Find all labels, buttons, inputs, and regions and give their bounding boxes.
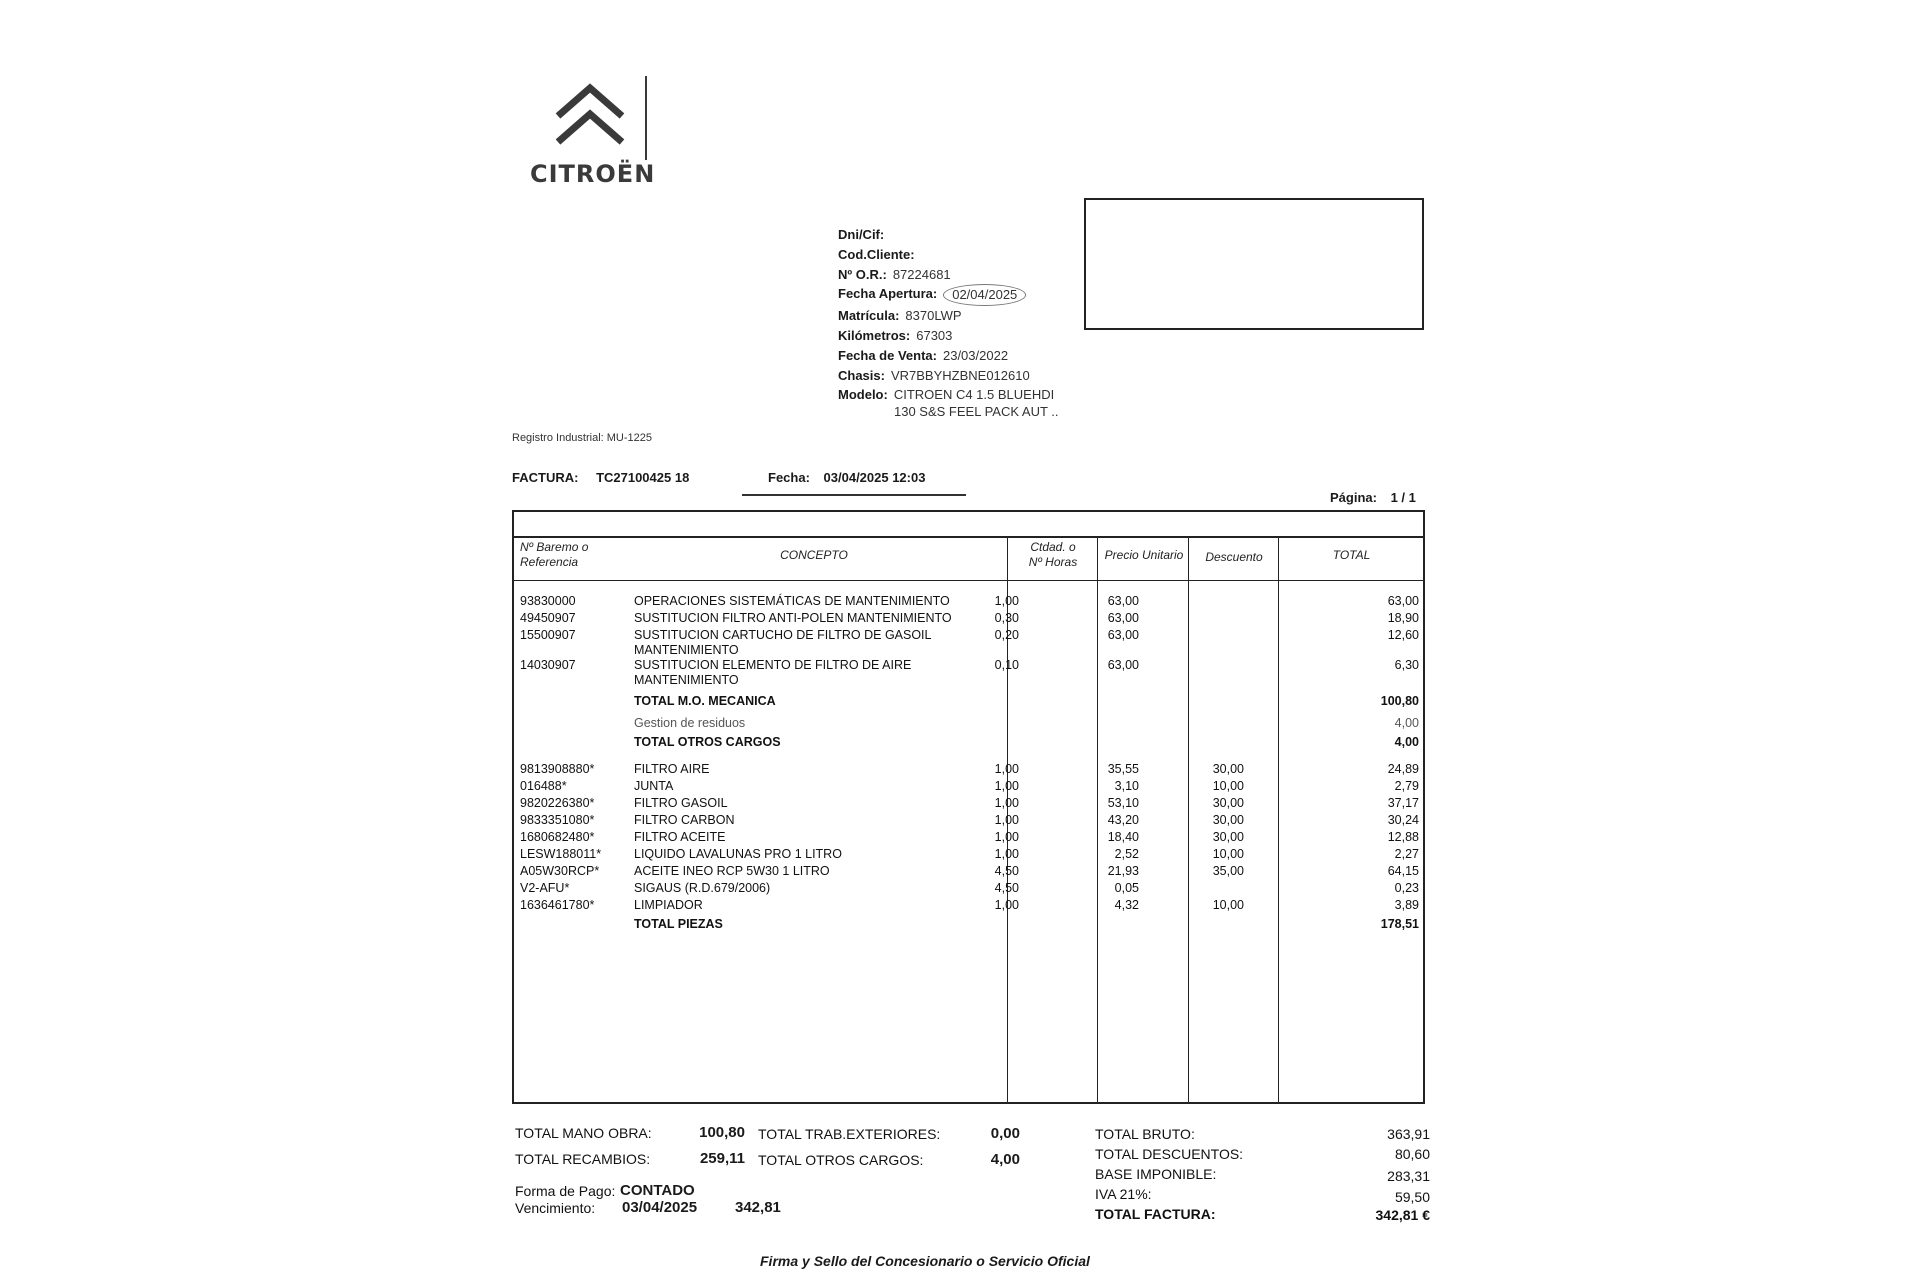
matricula-label: Matrícula: (838, 308, 900, 324)
row-concepto: SUSTITUCION CARTUCHO DE FILTRO DE GASOIL MANTENIMIENTO (634, 628, 932, 657)
fecha-header (768, 470, 925, 485)
brand-wordmark: CITROËN (530, 160, 656, 188)
chasis-label: Chasis: (838, 367, 885, 383)
row-cantidad: 1,00 (994, 594, 1019, 608)
total-otros-value: 4,00 (1394, 735, 1419, 749)
header-concepto: CONCEPTO (780, 548, 848, 562)
row-ref: 14030907 (520, 658, 576, 672)
row-cantidad: 1,00 (994, 847, 1019, 861)
row-descuento: 30,00 (1212, 762, 1244, 776)
bruto-value: 363,91 (1387, 1126, 1430, 1142)
row-concepto: FILTRO AIRE (634, 762, 710, 776)
row-descuento: 30,00 (1212, 796, 1244, 810)
otros-cargos-label: TOTAL OTROS CARGOS: (758, 1152, 924, 1168)
row-cantidad: 1,00 (994, 830, 1019, 844)
row-ref: 016488* (520, 779, 567, 793)
row-cantidad: 0,30 (994, 611, 1019, 625)
vencimiento-label: Vencimiento: (515, 1200, 596, 1216)
otros-cargos-value: 4,00 (990, 1151, 1020, 1168)
row-concepto: LIQUIDO LAVALUNAS PRO 1 LITRO (634, 847, 842, 861)
row-total: 63,00 (1387, 594, 1419, 608)
factura-number: TC27100425 18 (596, 470, 690, 485)
row-concepto: JUNTA (634, 779, 674, 793)
row-concepto: FILTRO GASOIL (634, 796, 728, 810)
or-label: Nº O.R.: (838, 266, 887, 282)
row-descuento: 30,00 (1212, 830, 1244, 844)
header-cant-line1: Ctdad. o (1030, 540, 1076, 554)
row-cantidad: 0,10 (994, 658, 1019, 672)
row-cantidad: 1,00 (994, 898, 1019, 912)
vencimiento-date: 03/04/2025 (622, 1199, 698, 1216)
registro-industrial: Registro Industrial: MU-1225 (512, 432, 653, 444)
row-cantidad: 4,50 (994, 864, 1019, 878)
apertura-value: 02/04/2025 (943, 284, 1026, 306)
row-ref: LESW188011* (520, 847, 602, 861)
base-imponible-value: 283,31 (1387, 1168, 1430, 1184)
row-cantidad: 1,00 (994, 779, 1019, 793)
bruto-label: TOTAL BRUTO: (1095, 1126, 1195, 1142)
modelo-value-cont: 130 S&S FEEL PACK AUT .. (894, 404, 1059, 420)
modelo-label: Modelo: (838, 387, 888, 403)
row-total: 64,15 (1387, 864, 1419, 878)
table-top-band (514, 512, 1423, 538)
row-cantidad: 4,50 (994, 881, 1019, 895)
fecha-label: Fecha: (768, 470, 810, 485)
venta-label: Fecha de Venta: (838, 347, 937, 363)
col-divider (1278, 536, 1279, 1102)
row-descuento: 35,00 (1212, 864, 1244, 878)
row-concepto: FILTRO ACEITE (634, 830, 726, 844)
row-descuento: 30,00 (1212, 813, 1244, 827)
row-precio: 63,00 (1107, 594, 1139, 608)
row-precio: 0,05 (1114, 881, 1139, 895)
fecha-underline (742, 494, 966, 496)
row-total: 0,23 (1394, 881, 1419, 895)
header-ref-line2: Referencia (520, 555, 579, 569)
cod-cliente-label: Cod.Cliente: (838, 246, 915, 262)
row-precio: 2,52 (1114, 847, 1139, 861)
pagina-label: Página: (1330, 490, 1377, 505)
row-ref: 1680682480* (520, 830, 595, 844)
header-cant-line2: Nº Horas (1028, 555, 1078, 569)
row-total: 6,30 (1394, 658, 1419, 672)
row-ref: V2-AFU* (520, 881, 570, 895)
row-concepto: OPERACIONES SISTEMÁTICAS DE MANTENIMIENTO (634, 594, 950, 608)
invoice-table (512, 510, 1425, 1104)
trab-ext-label: TOTAL TRAB.EXTERIORES: (758, 1126, 941, 1142)
iva-label: IVA 21%: (1095, 1186, 1152, 1202)
vencimiento-amount: 342,81 (735, 1199, 781, 1216)
row-concepto: SUSTITUCION FILTRO ANTI-POLEN MANTENIMIENTO (634, 611, 952, 625)
header-divider (514, 580, 1423, 581)
row-cantidad: 1,00 (994, 796, 1019, 810)
descuentos-value: 80,60 (1394, 1146, 1430, 1162)
recambios-label: TOTAL RECAMBIOS: (515, 1151, 651, 1167)
total-piezas-value: 178,51 (1380, 917, 1419, 931)
col-divider (1188, 536, 1189, 1102)
matricula-value: 8370LWP (905, 308, 962, 324)
row-total: 12,88 (1387, 830, 1419, 844)
or-value: 87224681 (892, 266, 951, 282)
row-cantidad: 0,20 (994, 628, 1019, 642)
row-descuento: 10,00 (1212, 898, 1244, 912)
km-value: 67303 (916, 327, 953, 343)
km-label: Kilómetros: (838, 327, 911, 343)
row-concepto: LIMPIADOR (634, 898, 703, 912)
header-total: TOTAL (1332, 548, 1371, 562)
forma-pago-value: CONTADO (620, 1182, 695, 1199)
total-piezas-label: TOTAL PIEZAS (634, 917, 723, 931)
firma-sello-caption: Firma y Sello del Concesionario o Servicio Oficial (760, 1253, 1090, 1269)
row-concepto: SUSTITUCION ELEMENTO DE FILTRO DE AIRE MANTENIMIENTO (634, 658, 912, 687)
dni-label: Dni/Cif: (838, 227, 885, 242)
row-ref: A05W30RCP* (520, 864, 600, 878)
address-box (1084, 198, 1424, 330)
row-ref: 15500907 (520, 628, 576, 642)
row-precio: 18,40 (1107, 830, 1139, 844)
row-cantidad: 1,00 (994, 813, 1019, 827)
total-otros-label: TOTAL OTROS CARGOS (634, 735, 781, 749)
row-descuento: 10,00 (1212, 779, 1244, 793)
row-precio: 43,20 (1107, 813, 1139, 827)
pagina-value: 1 / 1 (1390, 490, 1416, 505)
total-mo-value: 100,80 (1380, 694, 1419, 708)
row-total: 2,27 (1394, 847, 1419, 861)
pagina-indicator (1330, 490, 1416, 505)
gestion-value: 4,00 (1394, 716, 1419, 730)
row-total: 18,90 (1387, 611, 1419, 625)
row-concepto: ACEITE INEO RCP 5W30 1 LITRO (634, 864, 830, 878)
trab-ext-value: 0,00 (990, 1125, 1020, 1142)
fecha-value: 03/04/2025 12:03 (823, 470, 926, 485)
header-cantidad (1010, 540, 1096, 570)
modelo-value: CITROEN C4 1.5 BLUEHDI (893, 387, 1055, 403)
row-ref: 9820226380* (520, 796, 595, 810)
row-precio: 35,55 (1107, 762, 1139, 776)
row-concepto: FILTRO CARBON (634, 813, 735, 827)
mano-obra-value: 100,80 (699, 1124, 745, 1141)
header-precio: Precio Unitario (1104, 548, 1184, 562)
header-ref-line1: Nº Baremo o (520, 540, 589, 554)
forma-pago-label: Forma de Pago: (515, 1183, 616, 1199)
row-total: 24,89 (1387, 762, 1419, 776)
row-precio: 63,00 (1107, 611, 1139, 625)
row-ref: 49450907 (520, 611, 576, 625)
row-precio: 53,10 (1107, 796, 1139, 810)
row-descuento: 10,00 (1212, 847, 1244, 861)
header-referencia (520, 540, 588, 570)
apertura-label: Fecha Apertura: (838, 286, 938, 302)
factura-label: FACTURA: (512, 470, 579, 485)
base-imponible-label: BASE IMPONIBLE: (1095, 1166, 1217, 1182)
venta-value: 23/03/2022 (942, 347, 1009, 363)
row-concepto: SIGAUS (R.D.679/2006) (634, 881, 771, 895)
row-precio: 63,00 (1107, 658, 1139, 672)
factura-header (512, 470, 689, 485)
row-ref: 9813908880* (520, 762, 595, 776)
descuentos-label: TOTAL DESCUENTOS: (1095, 1146, 1244, 1162)
row-precio: 3,10 (1114, 779, 1139, 793)
total-factura-value: 342,81 € (1375, 1207, 1430, 1223)
row-total: 2,79 (1394, 779, 1419, 793)
iva-value: 59,50 (1394, 1189, 1430, 1205)
row-cantidad: 1,00 (994, 762, 1019, 776)
row-ref: 9833351080* (520, 813, 595, 827)
mano-obra-label: TOTAL MANO OBRA: (515, 1125, 652, 1141)
row-total: 30,24 (1387, 813, 1419, 827)
total-factura-label: TOTAL FACTURA: (1095, 1206, 1216, 1222)
row-precio: 63,00 (1107, 628, 1139, 642)
citroen-chevrons-logo (528, 72, 688, 160)
chasis-value: VR7BBYHZBNE012610 (890, 367, 1030, 383)
row-total: 12,60 (1387, 628, 1419, 642)
header-descuento: Descuento (1205, 550, 1263, 564)
gestion-label: Gestion de residuos (634, 716, 746, 730)
row-ref: 93830000 (520, 594, 576, 608)
row-total: 37,17 (1387, 796, 1419, 810)
row-precio: 21,93 (1107, 864, 1139, 878)
row-total: 3,89 (1394, 898, 1419, 912)
total-mo-label: TOTAL M.O. MECANICA (634, 694, 776, 708)
recambios-value: 259,11 (699, 1150, 745, 1167)
vehicle-info (838, 225, 1059, 419)
row-ref: 1636461780* (520, 898, 595, 912)
row-precio: 4,32 (1114, 898, 1139, 912)
